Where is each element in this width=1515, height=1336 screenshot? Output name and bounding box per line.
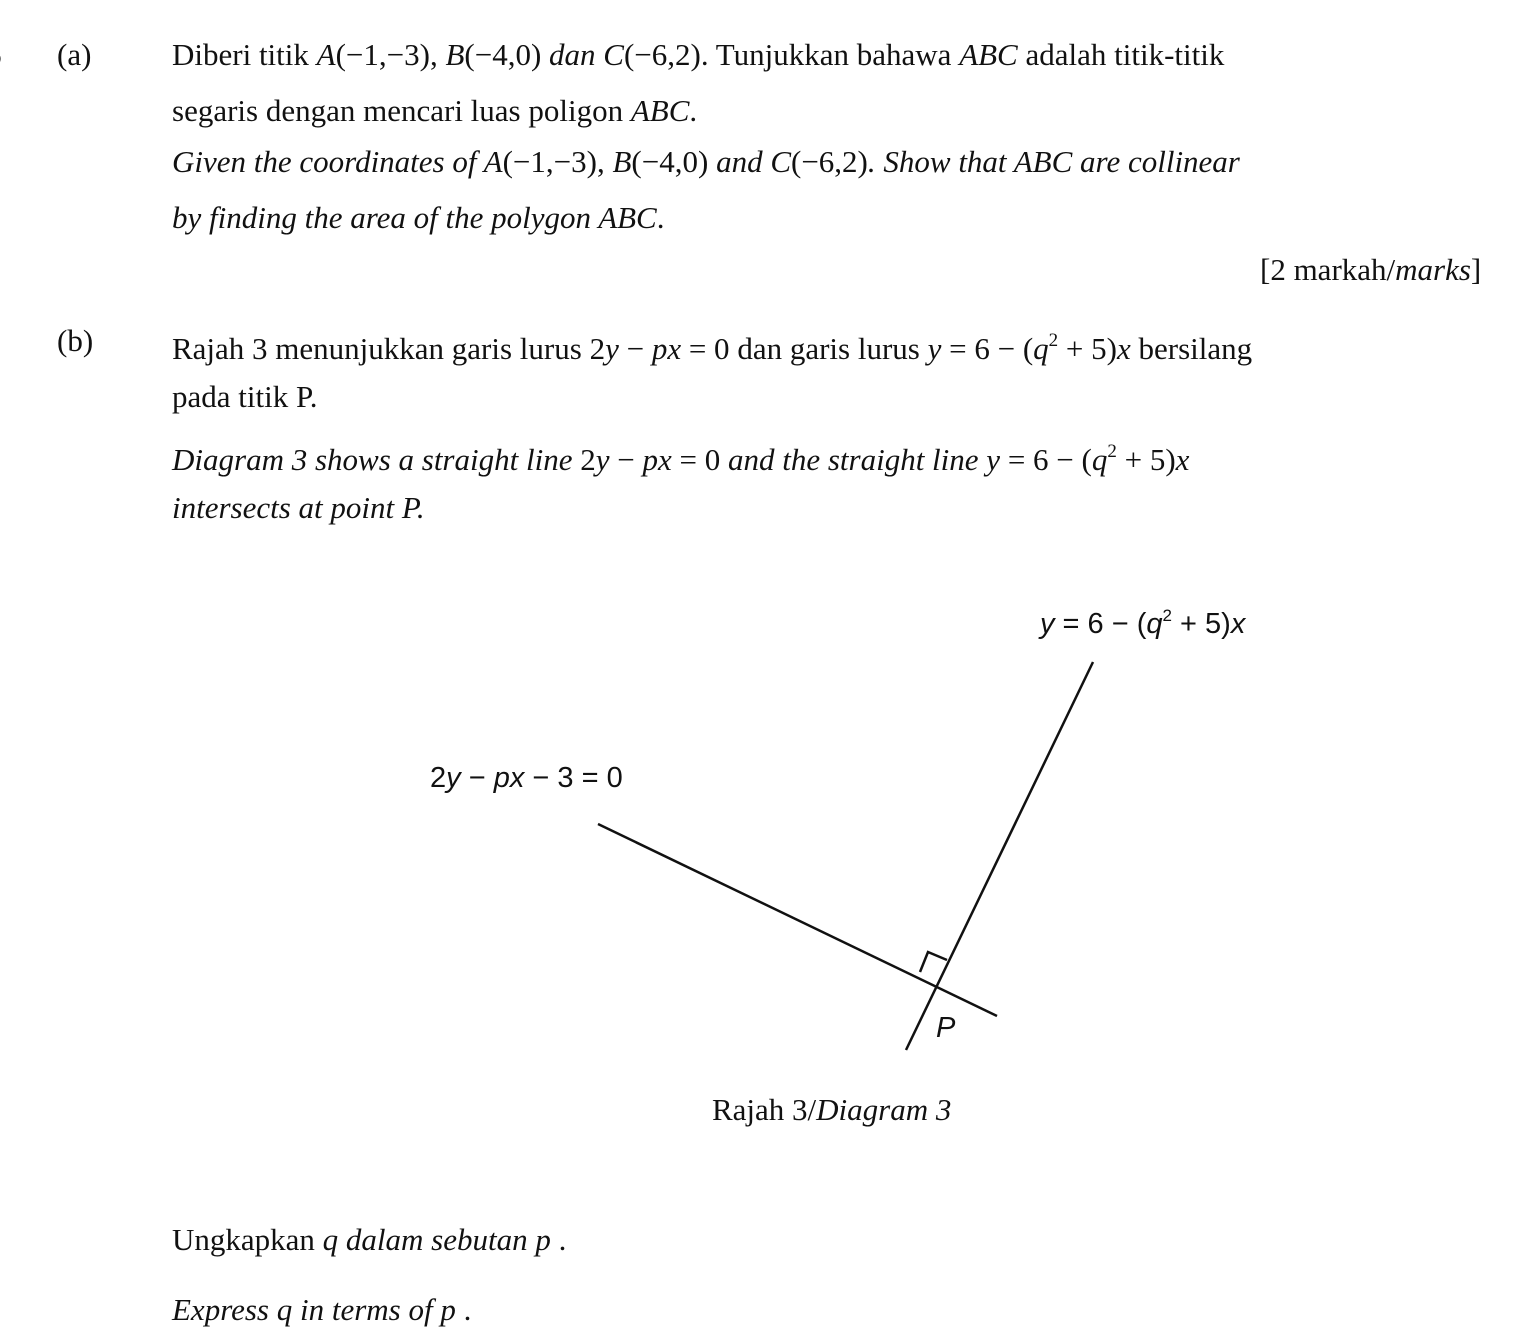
text-segment: 2 — [580, 442, 596, 477]
text-segment: [2 markah/ — [1260, 252, 1396, 287]
text-segment: Diberi titik — [172, 37, 317, 72]
text-segment: intersects at point P. — [172, 490, 425, 525]
text-segment: y — [1040, 608, 1055, 640]
text-segment: − — [618, 331, 652, 366]
text-segment: = 0 — [671, 442, 721, 477]
text-segment: = 0 — [681, 331, 730, 366]
text-segment: (−4,0) — [631, 144, 717, 179]
text-segment: . — [455, 1292, 472, 1327]
text-segment: Rajah 3/ — [712, 1092, 817, 1127]
text-segment: 2 — [430, 762, 447, 794]
part-a-label: (a) — [57, 37, 92, 72]
text-segment: adalah titik-titik — [1017, 37, 1225, 72]
question-line-malay — [172, 1222, 566, 1258]
text-segment: + 5) — [1116, 442, 1176, 477]
text-segment: dan — [549, 37, 604, 72]
text-segment: y — [927, 331, 942, 366]
text-segment: bersilang — [1130, 331, 1253, 366]
text-segment: . — [550, 1222, 567, 1257]
text-segment: Diagram 3 shows a straight line — [172, 442, 581, 477]
line-2-label — [430, 762, 623, 795]
text-segment: p — [493, 762, 510, 794]
text-segment: segaris dengan mencari luas poligon — [172, 93, 631, 128]
text-segment: Express — [172, 1292, 277, 1327]
text-segment: by finding the area of the polygon ABC — [172, 200, 657, 235]
text-segment: p — [440, 1292, 456, 1327]
text-segment: C — [770, 144, 791, 179]
text-segment: = 6 − ( — [941, 331, 1034, 366]
text-segment: in terms of — [292, 1292, 441, 1327]
point-p-label — [936, 1012, 955, 1045]
text-segment: q — [1146, 608, 1163, 640]
text-segment: (−1,−3), — [502, 144, 613, 179]
text-segment: x — [1116, 331, 1131, 366]
part-b-label: (b) — [57, 323, 94, 358]
text-segment: and — [716, 144, 771, 179]
text-segment: ABC — [630, 93, 690, 128]
text-segment: A — [316, 37, 336, 72]
text-segment: 2 — [1048, 330, 1059, 351]
right-angle-marker — [920, 952, 947, 972]
text-segment: x — [1230, 608, 1246, 640]
text-segment: (−4,0) — [464, 37, 550, 72]
diagram-caption — [712, 1092, 951, 1128]
text-segment: marks — [1395, 252, 1471, 287]
text-segment: pada titik P. — [172, 379, 318, 414]
text-segment: Rajah 3 menunjukkan garis lurus — [172, 331, 590, 366]
text-segment: − 3 = 0 — [524, 762, 623, 794]
text-segment: . — [656, 200, 665, 235]
line-y-6-q2-5x — [906, 662, 1093, 1050]
text-segment: + 5) — [1172, 608, 1231, 640]
text-segment: A — [483, 144, 503, 179]
text-segment: = 6 − ( — [1000, 442, 1092, 477]
text-segment: P — [936, 1012, 956, 1044]
text-segment: B — [445, 37, 465, 72]
text-segment: and the straight line — [720, 442, 987, 477]
text-segment: . — [689, 93, 698, 128]
text-segment: B — [612, 144, 632, 179]
text-segment: Given the coordinates of — [172, 144, 484, 179]
line-1-label — [1040, 606, 1245, 641]
text-segment: dan garis lurus — [729, 331, 928, 366]
text-segment: px — [651, 331, 682, 366]
text-segment: y — [986, 442, 1001, 477]
text-segment: y — [605, 331, 619, 366]
text-segment: x — [1175, 442, 1190, 477]
text-segment: ABC — [959, 37, 1018, 72]
text-segment: ] — [1470, 252, 1482, 287]
text-segment: Diagram 3 — [816, 1092, 952, 1127]
text-segment: + 5) — [1058, 331, 1117, 366]
text-segment: = 6 − ( — [1054, 608, 1147, 640]
text-segment: (−6,2) — [791, 144, 868, 179]
text-segment: y — [595, 442, 610, 477]
text-segment: − — [609, 442, 643, 477]
text-segment: − — [460, 762, 494, 794]
text-segment: p — [535, 1222, 551, 1257]
text-segment: q — [322, 1222, 339, 1257]
text-segment: q — [276, 1292, 293, 1327]
text-segment: 2 — [589, 331, 606, 366]
question-line-english — [172, 1292, 471, 1328]
text-segment: C — [603, 37, 624, 72]
text-segment: x — [509, 762, 525, 794]
text-segment: dalam sebutan — [338, 1222, 536, 1257]
text-segment: Ungkapkan — [172, 1222, 323, 1257]
text-segment: q — [1091, 442, 1108, 477]
text-segment: . Show that ABC are collinear — [867, 144, 1240, 179]
text-segment: 2 — [1107, 441, 1117, 462]
text-segment: px — [642, 442, 672, 477]
text-segment: y — [446, 762, 461, 794]
text-segment: (−1,−3), — [335, 37, 446, 72]
text-segment: q — [1033, 331, 1049, 366]
text-segment: (−6,2). Tunjukkan bahawa — [623, 37, 960, 72]
text-segment: 2 — [1162, 606, 1172, 625]
